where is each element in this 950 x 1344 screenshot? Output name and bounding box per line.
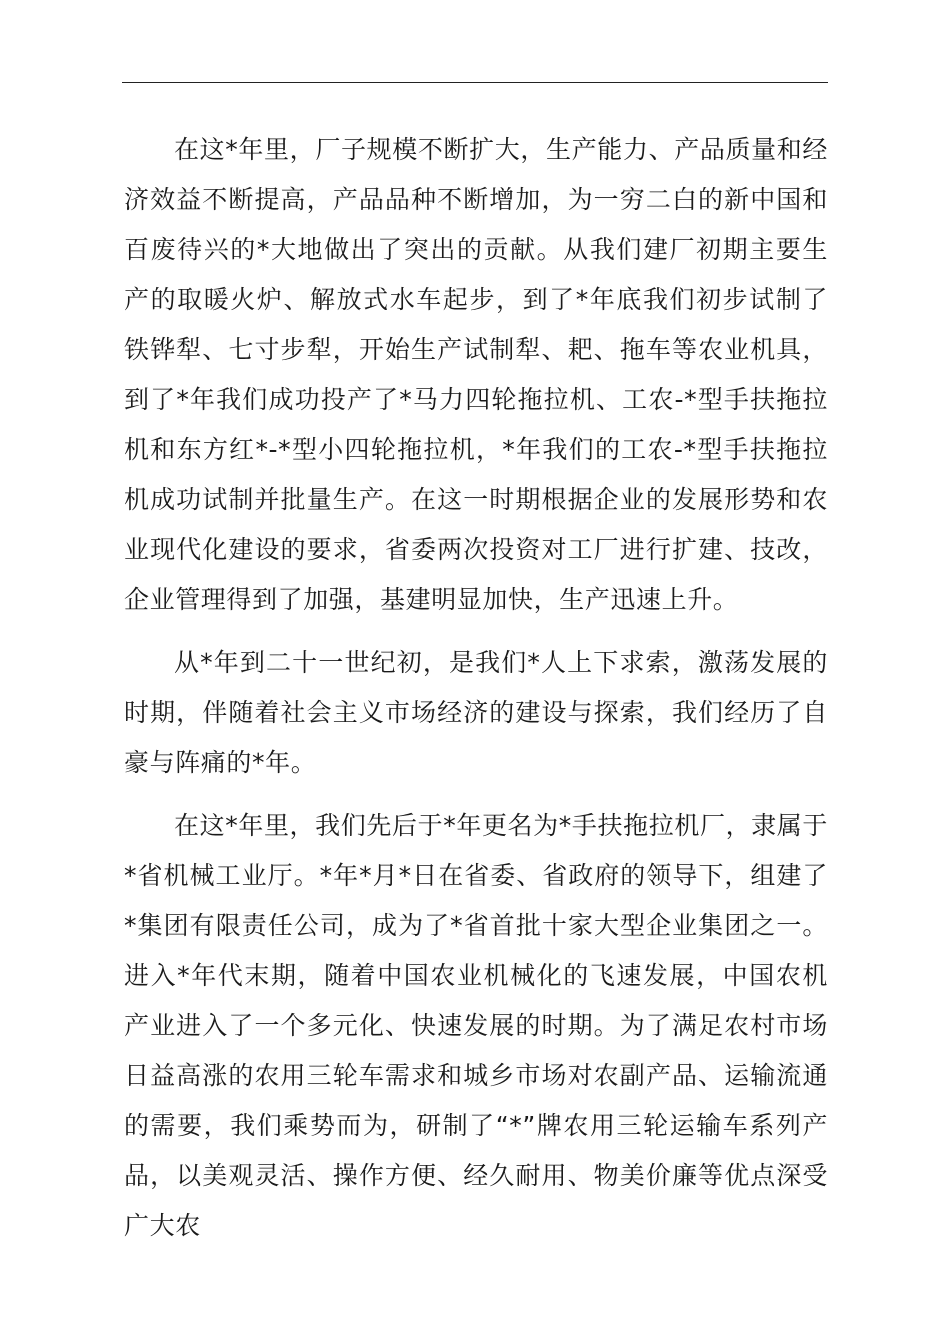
document-body xyxy=(124,125,828,1251)
header-rule xyxy=(122,82,828,83)
paragraph-3: 在这*年里，我们先后于*年更名为*手扶拖拉机厂，隶属于*省机械工业厅。*年*月*日在省委、省政府的领导下，组建了*集团有限责任公司，成为了*省首批十家大型企业集团之一。进入*年代末期，随着中国农业机械化的飞速发展，中国农机产业进入了一个多元化、快速发展的时期。为了满足农村市场日益高涨的农用三轮车需求和城乡市场对农副产品、运输流通的需要，我们乘势而为，研制了“*”牌农用三轮运输车系列产品，以美观灵活、操作方便、经久耐用、物美价廉等优点深受广大农 xyxy=(124,811,828,1240)
paragraph-1: 在这*年里，厂子规模不断扩大，生产能力、产品质量和经济效益不断提高，产品品种不断增加，为一穷二白的新中国和百废待兴的*大地做出了突出的贡献。从我们建厂初期主要生产的取暖火炉、解放式水车起步，到了*年底我们初步试制了铁铧犁、七寸步犁，开始生产试制犁、耙、拖车等农业机具，到了*年我们成功投产了*马力四轮拖拉机、工农-*型手扶拖拉机和东方红*-*型小四轮拖拉机，*年我们的工农-*型手扶拖拉机成功试制并批量生产。在这一时期根据企业的发展形势和农业现代化建设的要求，省委两次投资对工厂进行扩建、技改，企业管理得到了加强，基建明显加快，生产迅速上升。 xyxy=(124,135,828,614)
paragraph-2: 从*年到二十一世纪初，是我们*人上下求索，激荡发展的时期，伴随着社会主义市场经济的建设与探索，我们经历了自豪与阵痛的*年。 xyxy=(124,648,828,777)
